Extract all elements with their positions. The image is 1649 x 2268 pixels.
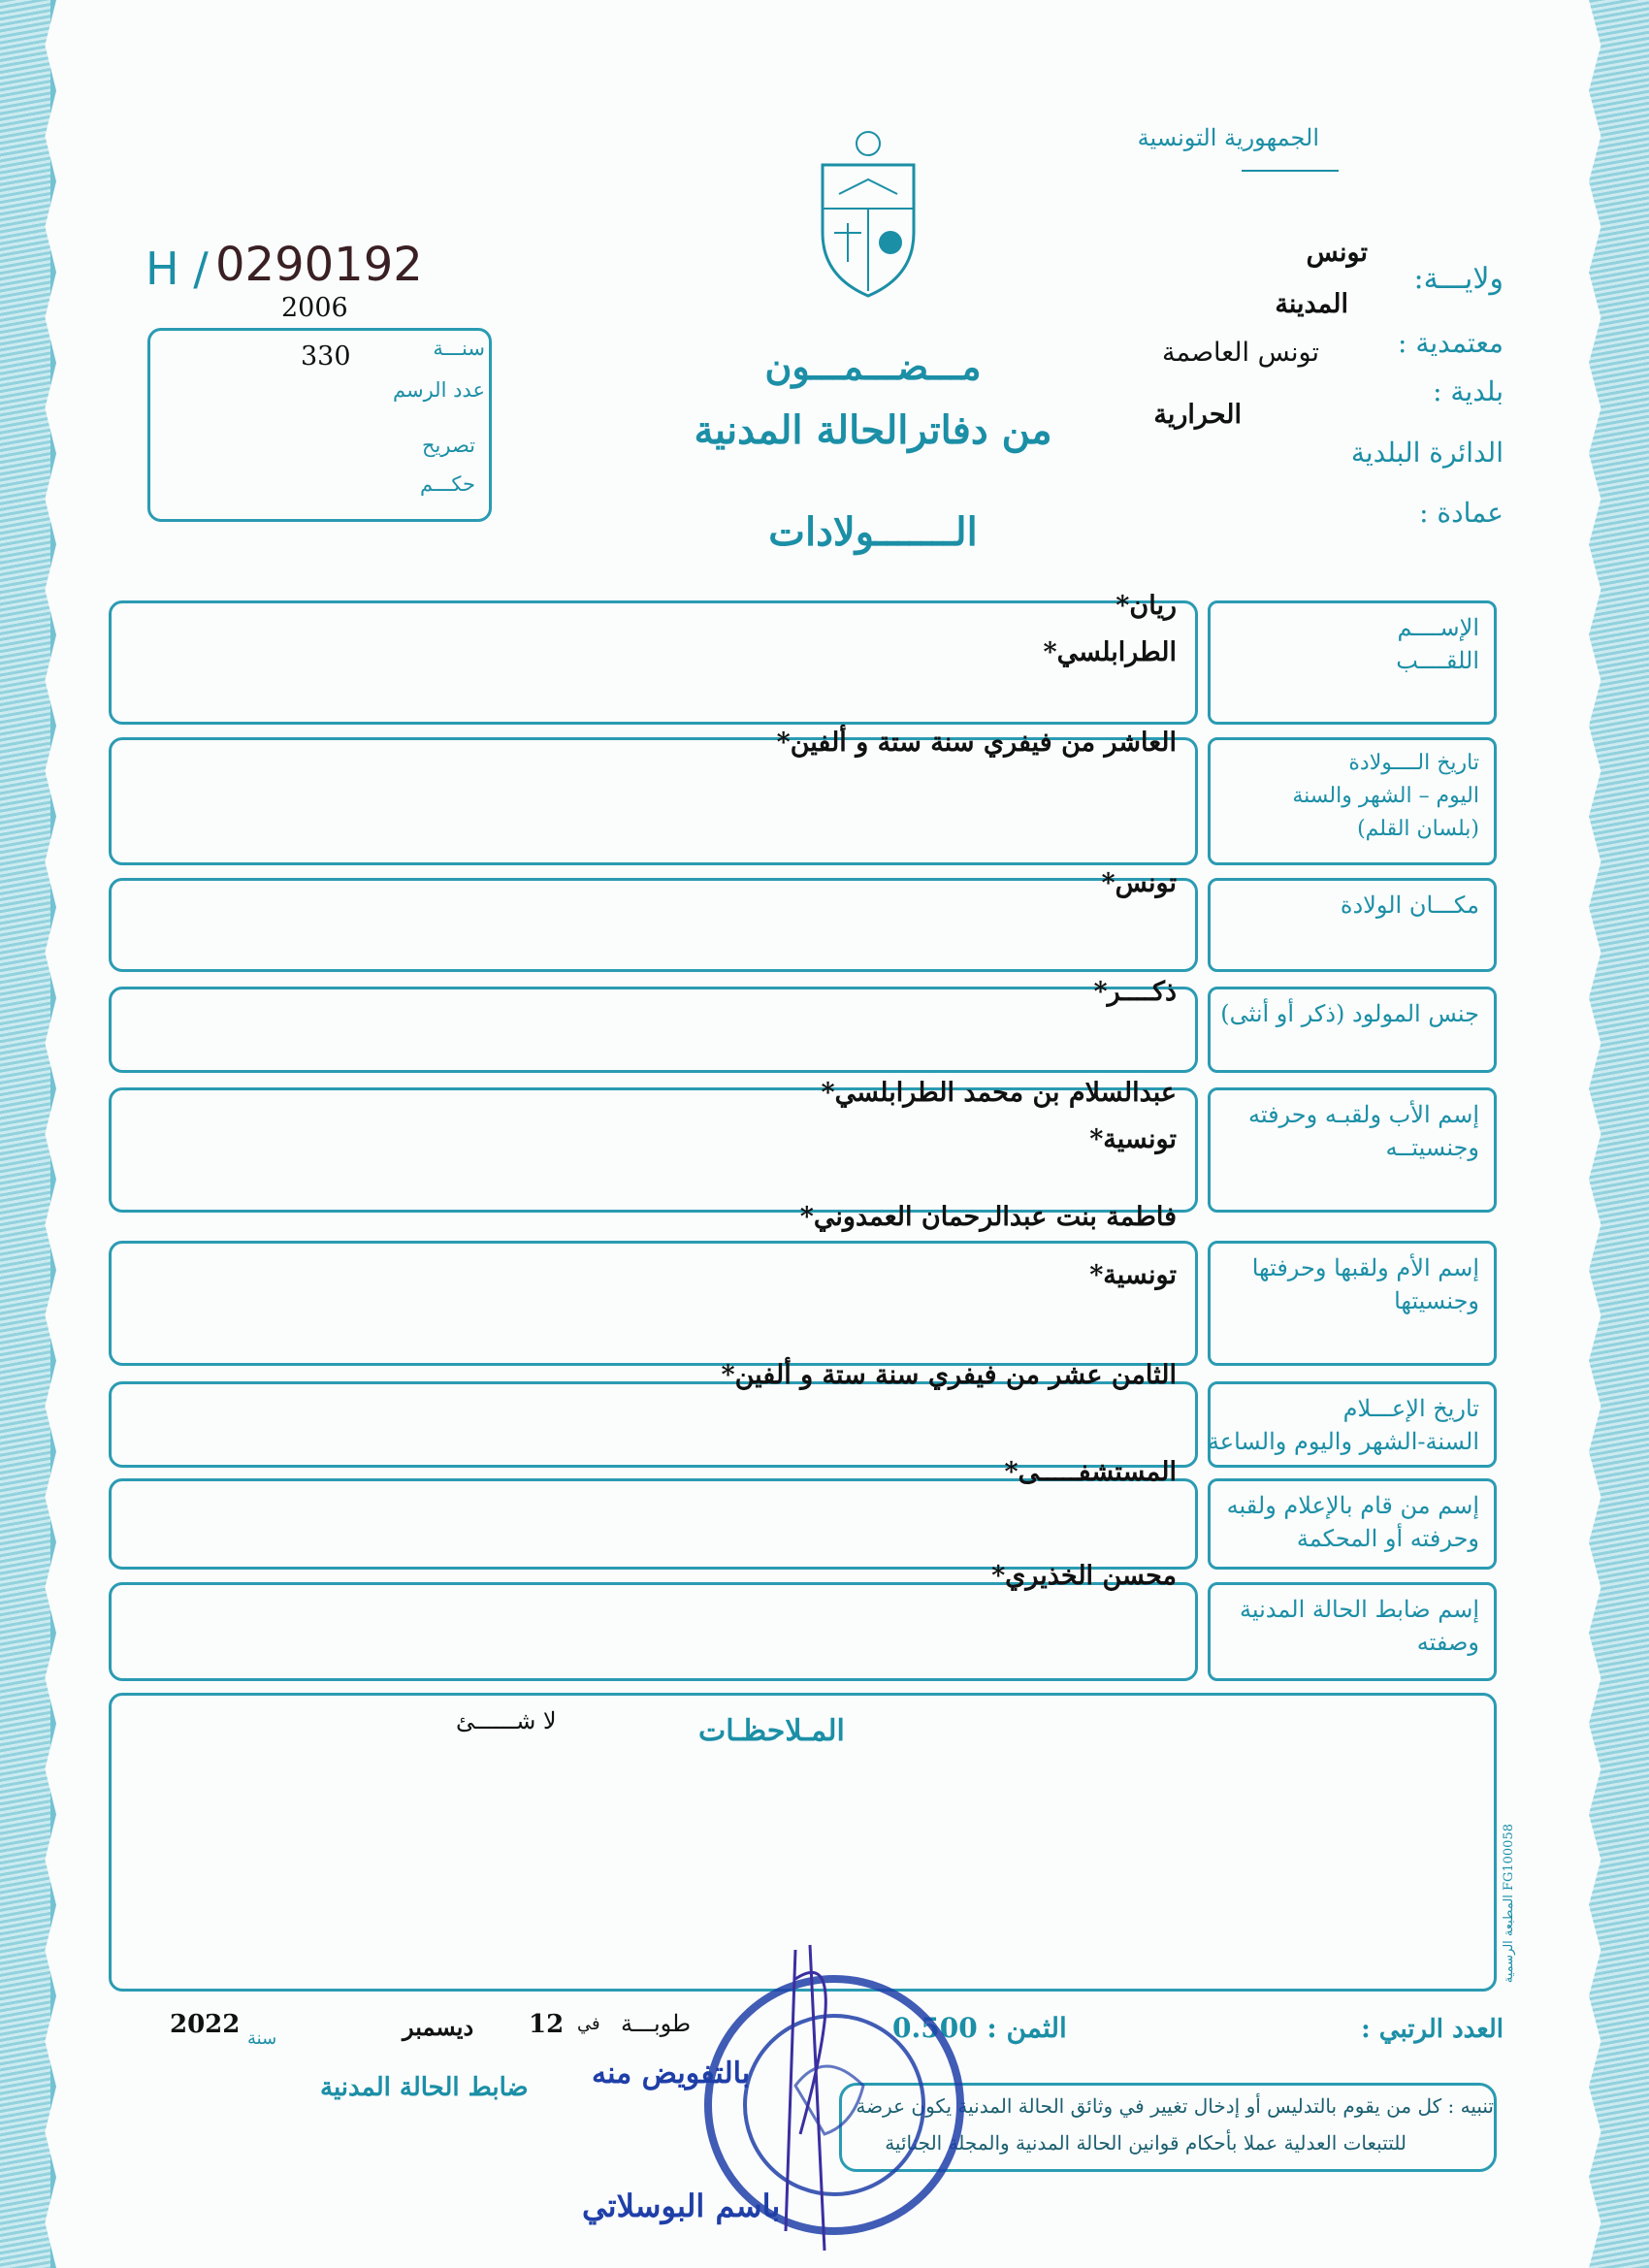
notice-line1: تنبيه : كل من يقوم بالتدليس أو إدخال تغيير في وثائق الحالة المدنية يكون عرضة: [856, 2094, 1494, 2118]
declaration-label: تصريح: [421, 434, 475, 457]
row-label: وجنسيتــه: [1385, 1134, 1479, 1161]
year-label-footer: سنة: [247, 2028, 277, 2049]
price: الثمن : 0.500: [892, 2012, 1067, 2044]
row-value-box: [109, 878, 1198, 972]
decorative-border-right: [1589, 0, 1649, 2268]
district-label: الدائرة البلدية: [1350, 437, 1504, 469]
row-value: ذكــــر*: [1093, 977, 1177, 1007]
omda-label: عمادة :: [1419, 497, 1504, 529]
row-value-box: [109, 600, 1198, 725]
row-label: جنس المولود (ذكر أو أنثى): [1220, 1000, 1479, 1027]
row-label: إسم الأم ولقبها وحرفتها: [1251, 1254, 1479, 1281]
month: ديسمبر: [403, 2013, 474, 2041]
row-value: الثامن عشر من فيفري سنة ستة و ألفين*: [721, 1360, 1177, 1390]
row-value: تونسية*: [1089, 1124, 1177, 1154]
serial-order-label: العدد الرتبي :: [1361, 2015, 1504, 2044]
place-label: طوبـــة: [621, 2010, 692, 2037]
row-label: تاريخ الــــولادة: [1348, 751, 1479, 775]
title-line2: من دفاترالحالة المدنية: [694, 407, 1052, 453]
signature-name: باسم البوسلاتي: [582, 2187, 781, 2224]
coat-of-arms-emblem: [815, 126, 922, 301]
year-label: سنـــة: [433, 337, 485, 360]
row-value: فاطمة بنت عبدالرحمان العمدوني*: [799, 1202, 1177, 1232]
row-label: تاريخ الإعـــلام: [1342, 1395, 1479, 1422]
row-value: الطرابلسي*: [1043, 637, 1177, 667]
row-value: تونس*: [1101, 868, 1177, 898]
row-label: إسم الأب ولقبـه وحرفته: [1247, 1101, 1479, 1128]
municipality-label: بلدية :: [1433, 375, 1504, 407]
row-label: وحرفته أو المحكمة: [1296, 1525, 1479, 1552]
serial-prefix: H /: [146, 243, 209, 295]
row-value: العاشر من فيفري سنة ستة و ألفين*: [776, 728, 1177, 758]
remarks-label: المـلاحظـات: [698, 1714, 845, 1748]
row-value-box: [109, 1381, 1198, 1468]
year-written: 2006: [281, 293, 348, 323]
row-label: وصفته: [1416, 1629, 1479, 1656]
row-value: عبدالسلام بن محمد الطرابلسي*: [821, 1078, 1177, 1108]
record-number-value: 330: [301, 341, 351, 372]
wilaya-value: تونس: [1306, 238, 1368, 268]
row-value-box: [109, 1582, 1198, 1681]
row-value: تونسية*: [1089, 1260, 1177, 1290]
notice-line2: للتتبعات العدلية عملا بأحكام قوانين الحالة المدنية والمجلة الجنائية: [885, 2131, 1406, 2155]
republic-label: الجمهورية التونسية: [1137, 124, 1319, 151]
row-label: وجنسيتها: [1394, 1287, 1479, 1314]
serial-number: 0290192: [215, 238, 423, 292]
row-label: (بلسان القلم): [1357, 817, 1479, 841]
row-label: اللقــــب: [1396, 647, 1479, 674]
wilaya-label: ولايـــة:: [1413, 262, 1504, 296]
row-value: المستشفـــــى*: [1004, 1457, 1177, 1487]
delegation-value: تونس العاصمة: [1162, 338, 1319, 368]
row-value-box: [109, 987, 1198, 1073]
day: 12: [529, 2010, 565, 2039]
row-label: اليوم – الشهر والسنة: [1292, 784, 1479, 808]
officer-label: ضابط الحالة المدنية: [320, 2073, 529, 2102]
city-value: المدينة: [1275, 289, 1348, 319]
row-label: مكـــان الولادة: [1340, 891, 1479, 919]
title-line1: مـــضـــمـــون: [764, 344, 982, 388]
stamp-text: بالتفويض منه: [592, 2057, 751, 2090]
row-value: ريان*: [1116, 591, 1177, 621]
title-births: الـــــــولادات: [768, 509, 978, 555]
row-value-box: [109, 1478, 1198, 1570]
judgment-label: حكـــم: [419, 472, 475, 496]
printer-mark: المطبعة الرسمية FG100058: [1502, 1824, 1516, 1984]
row-value-box: [109, 1241, 1198, 1366]
row-value: محسن الخذيري*: [991, 1561, 1177, 1591]
row-label: إسم من قام بالإعلام ولقبه: [1226, 1492, 1479, 1519]
remarks-value: لا شــــــئ: [456, 1707, 557, 1734]
divider: [1242, 170, 1339, 172]
decorative-border-left: [0, 0, 56, 2268]
record-number-label: عدد الرسم: [393, 378, 485, 402]
delegation-label: معتمدية :: [1398, 327, 1504, 359]
row-label: إسم ضابط الحالة المدنية: [1240, 1596, 1479, 1623]
issue-year: 2022: [170, 2010, 241, 2039]
row-label: الإســــم: [1397, 614, 1479, 641]
municipality-value: الحرارية: [1153, 400, 1242, 430]
in-label: في: [577, 2014, 600, 2034]
row-label: السنة-الشهر واليوم والساعة: [1207, 1428, 1479, 1455]
